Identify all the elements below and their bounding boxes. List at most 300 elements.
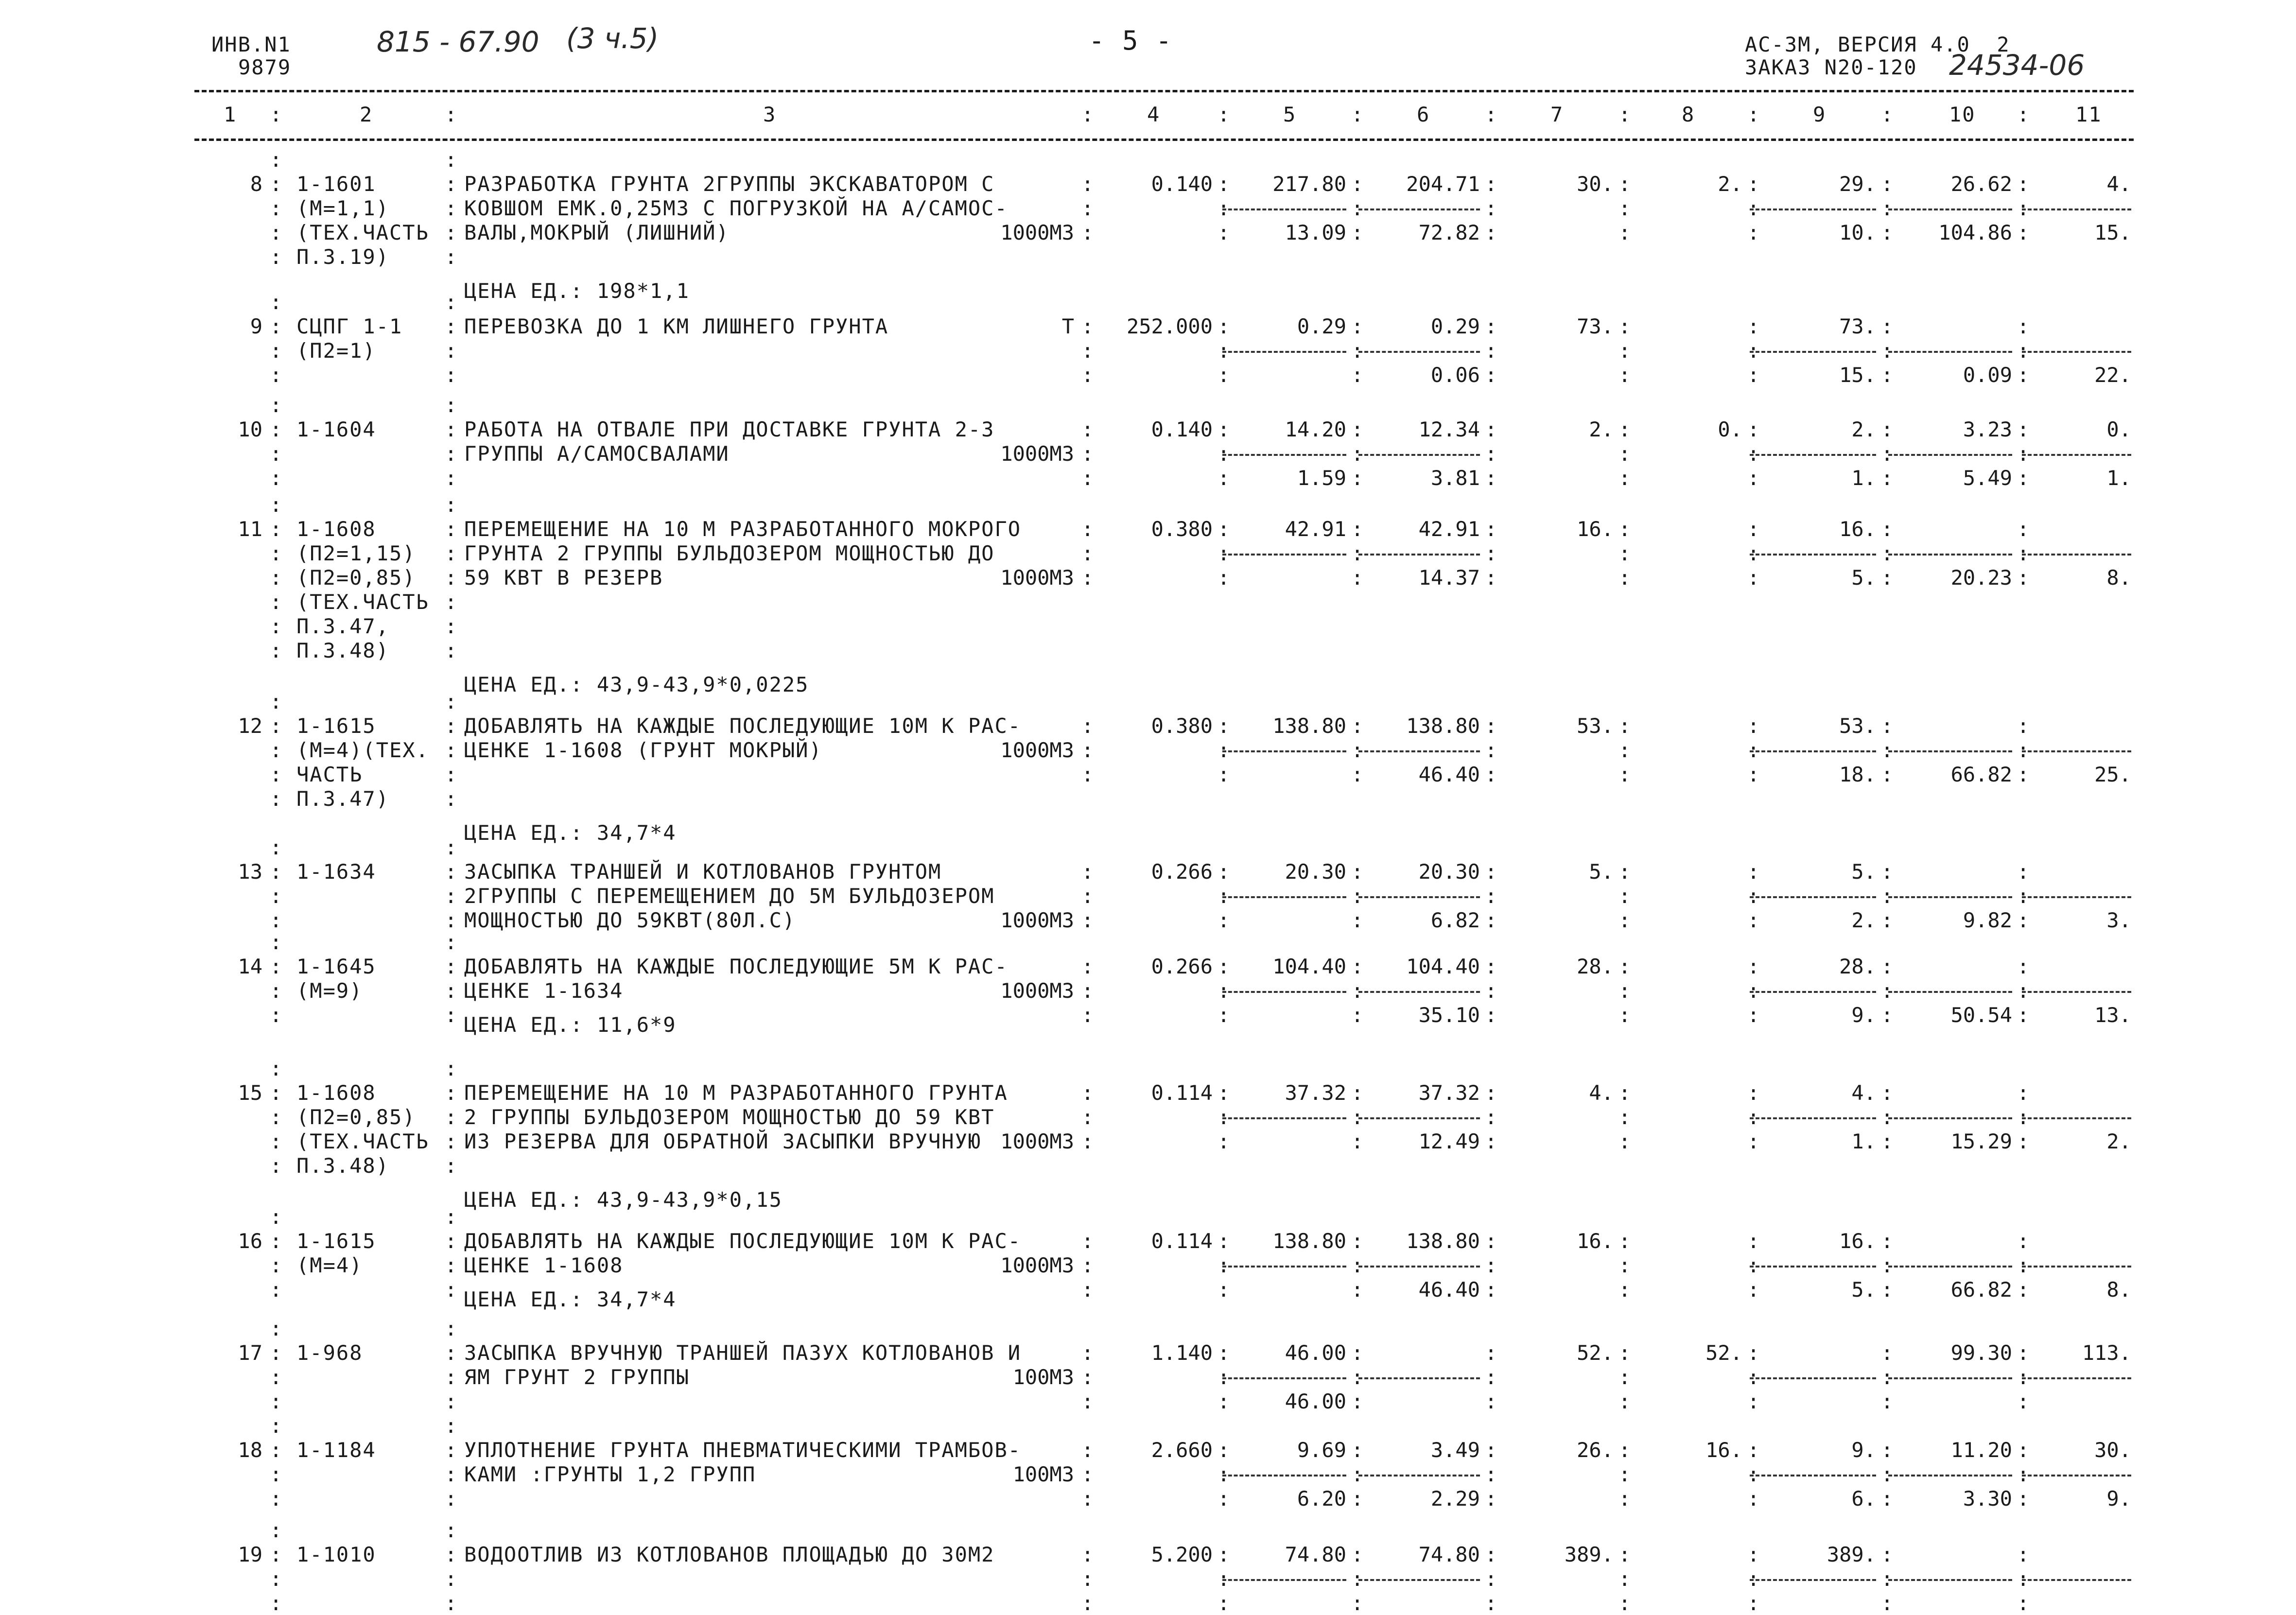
row-code: 1-1608 (296, 517, 376, 541)
cell-c7: 28. (1577, 955, 1614, 978)
column-header-5: 5 (1283, 103, 1297, 126)
cell-c8: 16. (1705, 1438, 1742, 1462)
cell-c4: 2.660 (1151, 1438, 1213, 1462)
handwritten-order: 24534-06 (1949, 49, 2085, 82)
cell-separator: : (1351, 1487, 1364, 1511)
row-number: 9 (250, 314, 262, 338)
cell-separator: : (1218, 979, 1230, 1003)
cell-divider (1888, 1266, 2012, 1268)
row-code: СЦПГ 1-1 (296, 314, 403, 338)
cell-separator: : (1081, 884, 1094, 908)
cell-separator: : (1351, 1003, 1364, 1027)
row-separator: : (270, 1414, 282, 1438)
column-header-separator: : (1351, 103, 1364, 126)
cell-separator: : (1881, 1365, 1894, 1389)
column-header-3: 3 (763, 103, 777, 126)
row-separator: : (445, 1205, 457, 1229)
row-separator: : (445, 541, 457, 565)
cell-separator: : (1081, 1105, 1094, 1129)
cell-c10b: 104.86 (1938, 221, 2012, 244)
cell-separator: : (1747, 860, 1760, 884)
cell-c11: 113. (2082, 1341, 2131, 1365)
cell-separator: : (1218, 1543, 1230, 1566)
cell-separator: : (1218, 1105, 1230, 1129)
cell-separator: : (1218, 221, 1230, 244)
cell-separator: : (2017, 1229, 2030, 1253)
cell-separator: : (1747, 1543, 1760, 1566)
row-code: (М=1,1) (296, 196, 390, 220)
row-code: П.3.48) (296, 639, 390, 662)
cell-c5: 138.80 (1272, 714, 1346, 738)
cell-separator: : (1218, 442, 1230, 466)
cell-separator: : (1081, 466, 1094, 490)
cell-separator: : (1881, 1438, 1894, 1462)
row-code: (П2=1,15) (296, 541, 416, 565)
cell-separator: : (1351, 979, 1364, 1003)
inventory-number: 9879 (238, 55, 292, 79)
cell-separator: : (1218, 714, 1230, 738)
cell-c6: 74.80 (1418, 1543, 1480, 1566)
row-number: 11 (238, 517, 262, 541)
cell-c9b: 5. (1851, 1278, 1876, 1302)
cell-separator: : (1351, 1129, 1364, 1153)
row-separator: : (270, 787, 282, 811)
cell-separator: : (1618, 1389, 1631, 1413)
cell-separator: : (1747, 172, 1760, 196)
row-separator: : (270, 442, 282, 466)
cell-separator: : (1218, 1591, 1230, 1615)
row-code: П.3.48) (296, 1154, 390, 1178)
cell-divider (1750, 991, 1876, 993)
cell-separator: : (1618, 221, 1631, 244)
row-description: ГРУППЫ А/САМОСВАЛАМИ (464, 442, 730, 466)
cell-separator: : (1618, 1591, 1631, 1615)
price-note: ЦЕНА ЕД.: 43,9-43,9*0,15 (464, 1188, 783, 1212)
cell-separator: : (1351, 955, 1364, 978)
cell-c6: 0.29 (1430, 314, 1480, 338)
cell-divider (1222, 1579, 1346, 1581)
cell-separator: : (1485, 363, 1497, 387)
row-separator: : (445, 1389, 457, 1413)
cell-separator: : (2017, 1567, 2030, 1591)
cell-separator: : (1747, 221, 1760, 244)
cell-separator: : (1081, 1341, 1094, 1365)
cell-c7: 73. (1577, 314, 1614, 338)
row-code: (М=4) (296, 1253, 363, 1277)
column-header-separator: : (1218, 103, 1230, 126)
row-description: РАБОТА НА ОТВАЛЕ ПРИ ДОСТАВКЕ ГРУНТА 2-3 (464, 417, 995, 441)
cell-separator: : (1618, 1278, 1631, 1302)
cell-separator: : (2017, 172, 2030, 196)
cell-c11b: 8. (2106, 1278, 2131, 1302)
column-header-10: 10 (1949, 103, 1976, 126)
cell-c9: 4. (1851, 1081, 1876, 1105)
cell-separator: : (1485, 517, 1497, 541)
cell-c6b: 3.81 (1430, 466, 1480, 490)
cell-separator: : (1485, 1081, 1497, 1105)
row-code: 1-1184 (296, 1438, 376, 1462)
cell-c7: 2. (1589, 417, 1614, 441)
cell-separator: : (1351, 884, 1364, 908)
cell-separator: : (1081, 172, 1094, 196)
row-separator: : (270, 1341, 282, 1365)
cell-c9: 28. (1839, 955, 1876, 978)
cell-separator: : (1747, 363, 1760, 387)
column-header-separator: : (1881, 103, 1894, 126)
row-separator: : (445, 1365, 457, 1389)
cell-separator: : (1618, 517, 1631, 541)
cell-separator: : (1881, 714, 1894, 738)
row-separator: : (270, 148, 282, 172)
cell-separator: : (1881, 979, 1894, 1003)
cell-divider (1888, 1475, 2012, 1476)
cell-separator: : (1218, 1129, 1230, 1153)
cell-separator: : (1485, 196, 1497, 220)
cell-c9b: 5. (1851, 566, 1876, 590)
cell-separator: : (1081, 1389, 1094, 1413)
cell-separator: : (1081, 1487, 1094, 1511)
cell-separator: : (1881, 363, 1894, 387)
cell-separator: : (1081, 1462, 1094, 1486)
cell-separator: : (1881, 1591, 1894, 1615)
cell-separator: : (1881, 314, 1894, 338)
row-separator: : (445, 1341, 457, 1365)
cell-separator: : (1881, 1487, 1894, 1511)
row-description: ДОБАВЛЯТЬ НА КАЖДЫЕ ПОСЛЕДУЮЩИЕ 5М К РАС- (464, 955, 1008, 978)
cell-c6: 20.30 (1418, 860, 1480, 884)
cell-separator: : (1485, 339, 1497, 363)
cell-separator: : (1881, 738, 1894, 762)
row-separator: : (445, 614, 457, 638)
cell-divider (1750, 1266, 1876, 1268)
cell-c10b: 5.49 (1963, 466, 2012, 490)
cell-divider (2022, 750, 2131, 752)
cell-c6b: 0.06 (1430, 363, 1480, 387)
row-separator: : (270, 1105, 282, 1129)
row-separator: : (270, 908, 282, 932)
cell-separator: : (1485, 417, 1497, 441)
cell-divider (1222, 554, 1346, 556)
cell-separator: : (1747, 196, 1760, 220)
row-separator: : (445, 1487, 457, 1511)
row-separator: : (445, 1438, 457, 1462)
row-description: ДОБАВЛЯТЬ НА КАЖДЫЕ ПОСЛЕДУЮЩИЕ 10М К РАС- (464, 714, 1022, 738)
cell-separator: : (1747, 1591, 1760, 1615)
cell-c11b: 15. (2094, 221, 2131, 244)
cell-c6b: 12.49 (1418, 1129, 1480, 1153)
cell-c9: 5. (1851, 860, 1876, 884)
cell-separator: : (1747, 566, 1760, 590)
cell-separator: : (1351, 466, 1364, 490)
cell-divider (1358, 896, 1480, 898)
row-description: ДОБАВЛЯТЬ НА КАЖДЫЕ ПОСЛЕДУЮЩИЕ 10М К РАС- (464, 1229, 1022, 1253)
row-separator: : (445, 314, 457, 338)
cell-divider (2022, 208, 2131, 210)
row-unit: 1000М3 (1000, 442, 1074, 466)
cell-c10b: 20.23 (1950, 566, 2012, 590)
cell-divider (1358, 1117, 1480, 1119)
cell-c11b: 13. (2094, 1003, 2131, 1027)
cell-separator: : (2017, 1129, 2030, 1153)
cell-c10b: 66.82 (1950, 763, 2012, 786)
cell-separator: : (1881, 196, 1894, 220)
row-separator: : (445, 466, 457, 490)
row-description: ПЕРЕМЕЩЕНИЕ НА 10 М РАЗРАБОТАННОГО МОКРОГО (464, 517, 1022, 541)
row-description: УПЛОТНЕНИЕ ГРУНТА ПНЕВМАТИЧЕСКИМИ ТРАМБОВ- (464, 1438, 1022, 1462)
row-separator: : (445, 1105, 457, 1129)
row-separator: : (445, 787, 457, 811)
cell-separator: : (1081, 979, 1094, 1003)
cell-divider (1222, 1377, 1346, 1379)
cell-separator: : (1618, 1253, 1631, 1277)
cell-separator: : (1351, 1438, 1364, 1462)
row-separator: : (445, 1057, 457, 1080)
column-header-separator: : (1485, 103, 1497, 126)
cell-c9b: 6. (1851, 1487, 1876, 1511)
row-separator: : (270, 884, 282, 908)
cell-separator: : (1218, 1341, 1230, 1365)
cell-separator: : (2017, 1591, 2030, 1615)
cell-c10: 99.30 (1950, 1341, 2012, 1365)
cell-separator: : (1881, 1081, 1894, 1105)
cell-separator: : (1485, 442, 1497, 466)
row-code: (ТЕХ.ЧАСТЬ (296, 1129, 429, 1153)
row-code: 1-1601 (296, 172, 376, 196)
cell-separator: : (1218, 339, 1230, 363)
price-note: ЦЕНА ЕД.: 34,7*4 (464, 1287, 677, 1311)
cell-c7: 26. (1577, 1438, 1614, 1462)
cell-c6b: 14.37 (1418, 566, 1480, 590)
cell-c7: 30. (1577, 172, 1614, 196)
cell-separator: : (2017, 1003, 2030, 1027)
cell-c4: 0.140 (1151, 172, 1213, 196)
cell-separator: : (2017, 955, 2030, 978)
cell-separator: : (2017, 763, 2030, 786)
row-separator: : (270, 1518, 282, 1542)
row-description: 59 КВТ В РЕЗЕРВ (464, 566, 663, 590)
cell-separator: : (2017, 908, 2030, 932)
cell-c9b: 9. (1851, 1003, 1876, 1027)
cell-c9: 2. (1851, 417, 1876, 441)
cell-divider (1222, 750, 1346, 752)
cell-c10: 11.20 (1950, 1438, 2012, 1462)
cell-separator: : (2017, 417, 2030, 441)
row-separator: : (270, 566, 282, 590)
row-separator: : (445, 221, 457, 244)
cell-separator: : (1747, 1365, 1760, 1389)
cell-separator: : (1218, 1438, 1230, 1462)
cell-separator: : (2017, 1487, 2030, 1511)
cell-separator: : (1881, 955, 1894, 978)
row-separator: : (270, 314, 282, 338)
row-separator: : (270, 1003, 282, 1027)
cell-c6b: 46.40 (1418, 763, 1480, 786)
row-separator: : (445, 172, 457, 196)
cell-c11b: 9. (2106, 1487, 2131, 1511)
cell-separator: : (2017, 1341, 2030, 1365)
cell-c9: 9. (1851, 1438, 1876, 1462)
row-separator: : (445, 955, 457, 978)
row-separator: : (270, 1438, 282, 1462)
row-separator: : (445, 1317, 457, 1340)
row-separator: : (445, 1278, 457, 1302)
row-unit: 1000М3 (1000, 1129, 1074, 1153)
row-separator: : (445, 1462, 457, 1486)
handwritten-code: 815 - 67.90 (377, 25, 539, 58)
cell-separator: : (1218, 908, 1230, 932)
cell-c5: 37.32 (1285, 1081, 1346, 1105)
column-header-8: 8 (1682, 103, 1695, 126)
price-note: ЦЕНА ЕД.: 43,9-43,9*0,0225 (464, 673, 809, 696)
cell-separator: : (1218, 884, 1230, 908)
cell-separator: : (2017, 363, 2030, 387)
cell-separator: : (1218, 1567, 1230, 1591)
cell-separator: : (1618, 1567, 1631, 1591)
cell-separator: : (1351, 196, 1364, 220)
cell-divider (1222, 1475, 1346, 1476)
cell-separator: : (1618, 1081, 1631, 1105)
row-description: ЗАСЫПКА ВРУЧНУЮ ТРАНШЕЙ ПАЗУХ КОТЛОВАНОВ И (464, 1341, 1022, 1365)
row-number: 8 (250, 172, 262, 196)
cell-separator: : (1618, 1105, 1631, 1129)
cell-c6: 12.34 (1418, 417, 1480, 441)
column-header-9: 9 (1813, 103, 1826, 126)
column-header-separator: : (1081, 103, 1094, 126)
cell-separator: : (1218, 196, 1230, 220)
row-separator: : (270, 639, 282, 662)
cell-separator: : (1081, 1003, 1094, 1027)
cell-separator: : (1618, 1487, 1631, 1511)
header-rule-top (194, 90, 2134, 92)
cell-separator: : (1081, 417, 1094, 441)
cell-separator: : (1218, 566, 1230, 590)
cell-separator: : (1081, 1567, 1094, 1591)
row-separator: : (270, 339, 282, 363)
column-header-4: 4 (1147, 103, 1161, 126)
row-unit: 1000М3 (1000, 1253, 1074, 1277)
cell-separator: : (1485, 1438, 1497, 1462)
row-number: 14 (238, 955, 262, 978)
cell-separator: : (1218, 763, 1230, 786)
cell-separator: : (1218, 1389, 1230, 1413)
row-separator: : (270, 393, 282, 417)
row-code: 1-1615 (296, 714, 376, 738)
cell-separator: : (1351, 339, 1364, 363)
row-separator: : (445, 639, 457, 662)
cell-separator: : (1618, 1438, 1631, 1462)
row-number: 16 (238, 1229, 262, 1253)
cell-separator: : (1485, 763, 1497, 786)
cell-c5: 14.20 (1285, 417, 1346, 441)
cell-divider (1888, 1117, 2012, 1119)
cell-separator: : (2017, 339, 2030, 363)
cell-c11: 30. (2094, 1438, 2131, 1462)
cell-divider (2022, 1266, 2131, 1268)
row-description: КОВШОМ ЕМК.0,25М3 С ПОГРУЗКОЙ НА А/САМОС- (464, 196, 1008, 220)
row-description: 2ГРУППЫ С ПЕРЕМЕЩЕНИЕМ ДО 5М БУЛЬДОЗЕРОМ (464, 884, 995, 908)
cell-divider (2022, 454, 2131, 456)
cell-separator: : (1081, 1253, 1094, 1277)
cell-separator: : (1881, 763, 1894, 786)
cell-separator: : (1218, 363, 1230, 387)
cell-separator: : (1881, 566, 1894, 590)
cell-c11b: 22. (2094, 363, 2131, 387)
cell-separator: : (1485, 1229, 1497, 1253)
row-code: П.3.19) (296, 245, 390, 269)
cell-separator: : (1618, 714, 1631, 738)
cell-separator: : (1081, 1365, 1094, 1389)
cell-c10: 3.23 (1963, 417, 2012, 441)
row-separator: : (445, 763, 457, 786)
row-code: (П2=1) (296, 339, 376, 363)
cell-separator: : (1351, 1389, 1364, 1413)
cell-separator: : (1218, 1003, 1230, 1027)
cell-divider (2022, 351, 2131, 353)
cell-separator: : (1485, 1253, 1497, 1277)
cell-separator: : (1081, 1543, 1094, 1566)
cell-separator: : (1218, 1081, 1230, 1105)
row-description: ЗАСЫПКА ТРАНШЕЙ И КОТЛОВАНОВ ГРУНТОМ (464, 860, 942, 884)
cell-separator: : (1618, 1003, 1631, 1027)
cell-divider (1358, 554, 1480, 556)
row-separator: : (445, 1229, 457, 1253)
row-separator: : (270, 493, 282, 517)
cell-separator: : (1881, 442, 1894, 466)
row-separator: : (445, 393, 457, 417)
cell-c9: 16. (1839, 517, 1876, 541)
order-number: ЗАКАЗ N20-120 (1745, 55, 1917, 79)
cell-c4: 1.140 (1151, 1341, 1213, 1365)
cell-separator: : (1485, 466, 1497, 490)
cell-c8: 0. (1718, 417, 1742, 441)
row-description: ЦЕНКЕ 1-1608 (464, 1253, 624, 1277)
cell-separator: : (1351, 1567, 1364, 1591)
cell-separator: : (1218, 955, 1230, 978)
row-separator: : (270, 1389, 282, 1413)
cell-separator: : (1881, 860, 1894, 884)
cell-divider (2022, 1117, 2131, 1119)
row-description: ПЕРЕВОЗКА ДО 1 КМ ЛИШНЕГО ГРУНТА (464, 314, 889, 338)
handwritten-volume: (3 ч.5) (566, 22, 659, 55)
cell-separator: : (1618, 566, 1631, 590)
cell-separator: : (1747, 908, 1760, 932)
cell-separator: : (1485, 884, 1497, 908)
row-code: П.3.47, (296, 614, 390, 638)
row-code: 1-1645 (296, 955, 376, 978)
cell-divider (1358, 454, 1480, 456)
cell-c9: 16. (1839, 1229, 1876, 1253)
row-separator: : (445, 884, 457, 908)
cell-separator: : (1747, 1341, 1760, 1365)
row-separator: : (270, 690, 282, 713)
column-header-7: 7 (1550, 103, 1564, 126)
row-separator: : (270, 1365, 282, 1389)
cell-separator: : (1218, 1487, 1230, 1511)
cell-separator: : (1881, 172, 1894, 196)
cell-separator: : (1747, 714, 1760, 738)
cell-divider (2022, 1475, 2131, 1476)
cell-c5: 217.80 (1272, 172, 1346, 196)
row-code: 1-1608 (296, 1081, 376, 1105)
cell-divider (1750, 750, 1876, 752)
cell-separator: : (1351, 1081, 1364, 1105)
cell-separator: : (2017, 466, 2030, 490)
cell-separator: : (1747, 466, 1760, 490)
cell-separator: : (1485, 1543, 1497, 1566)
cell-separator: : (1351, 1591, 1364, 1615)
cell-separator: : (1485, 221, 1497, 244)
row-unit: 1000М3 (1000, 221, 1074, 244)
